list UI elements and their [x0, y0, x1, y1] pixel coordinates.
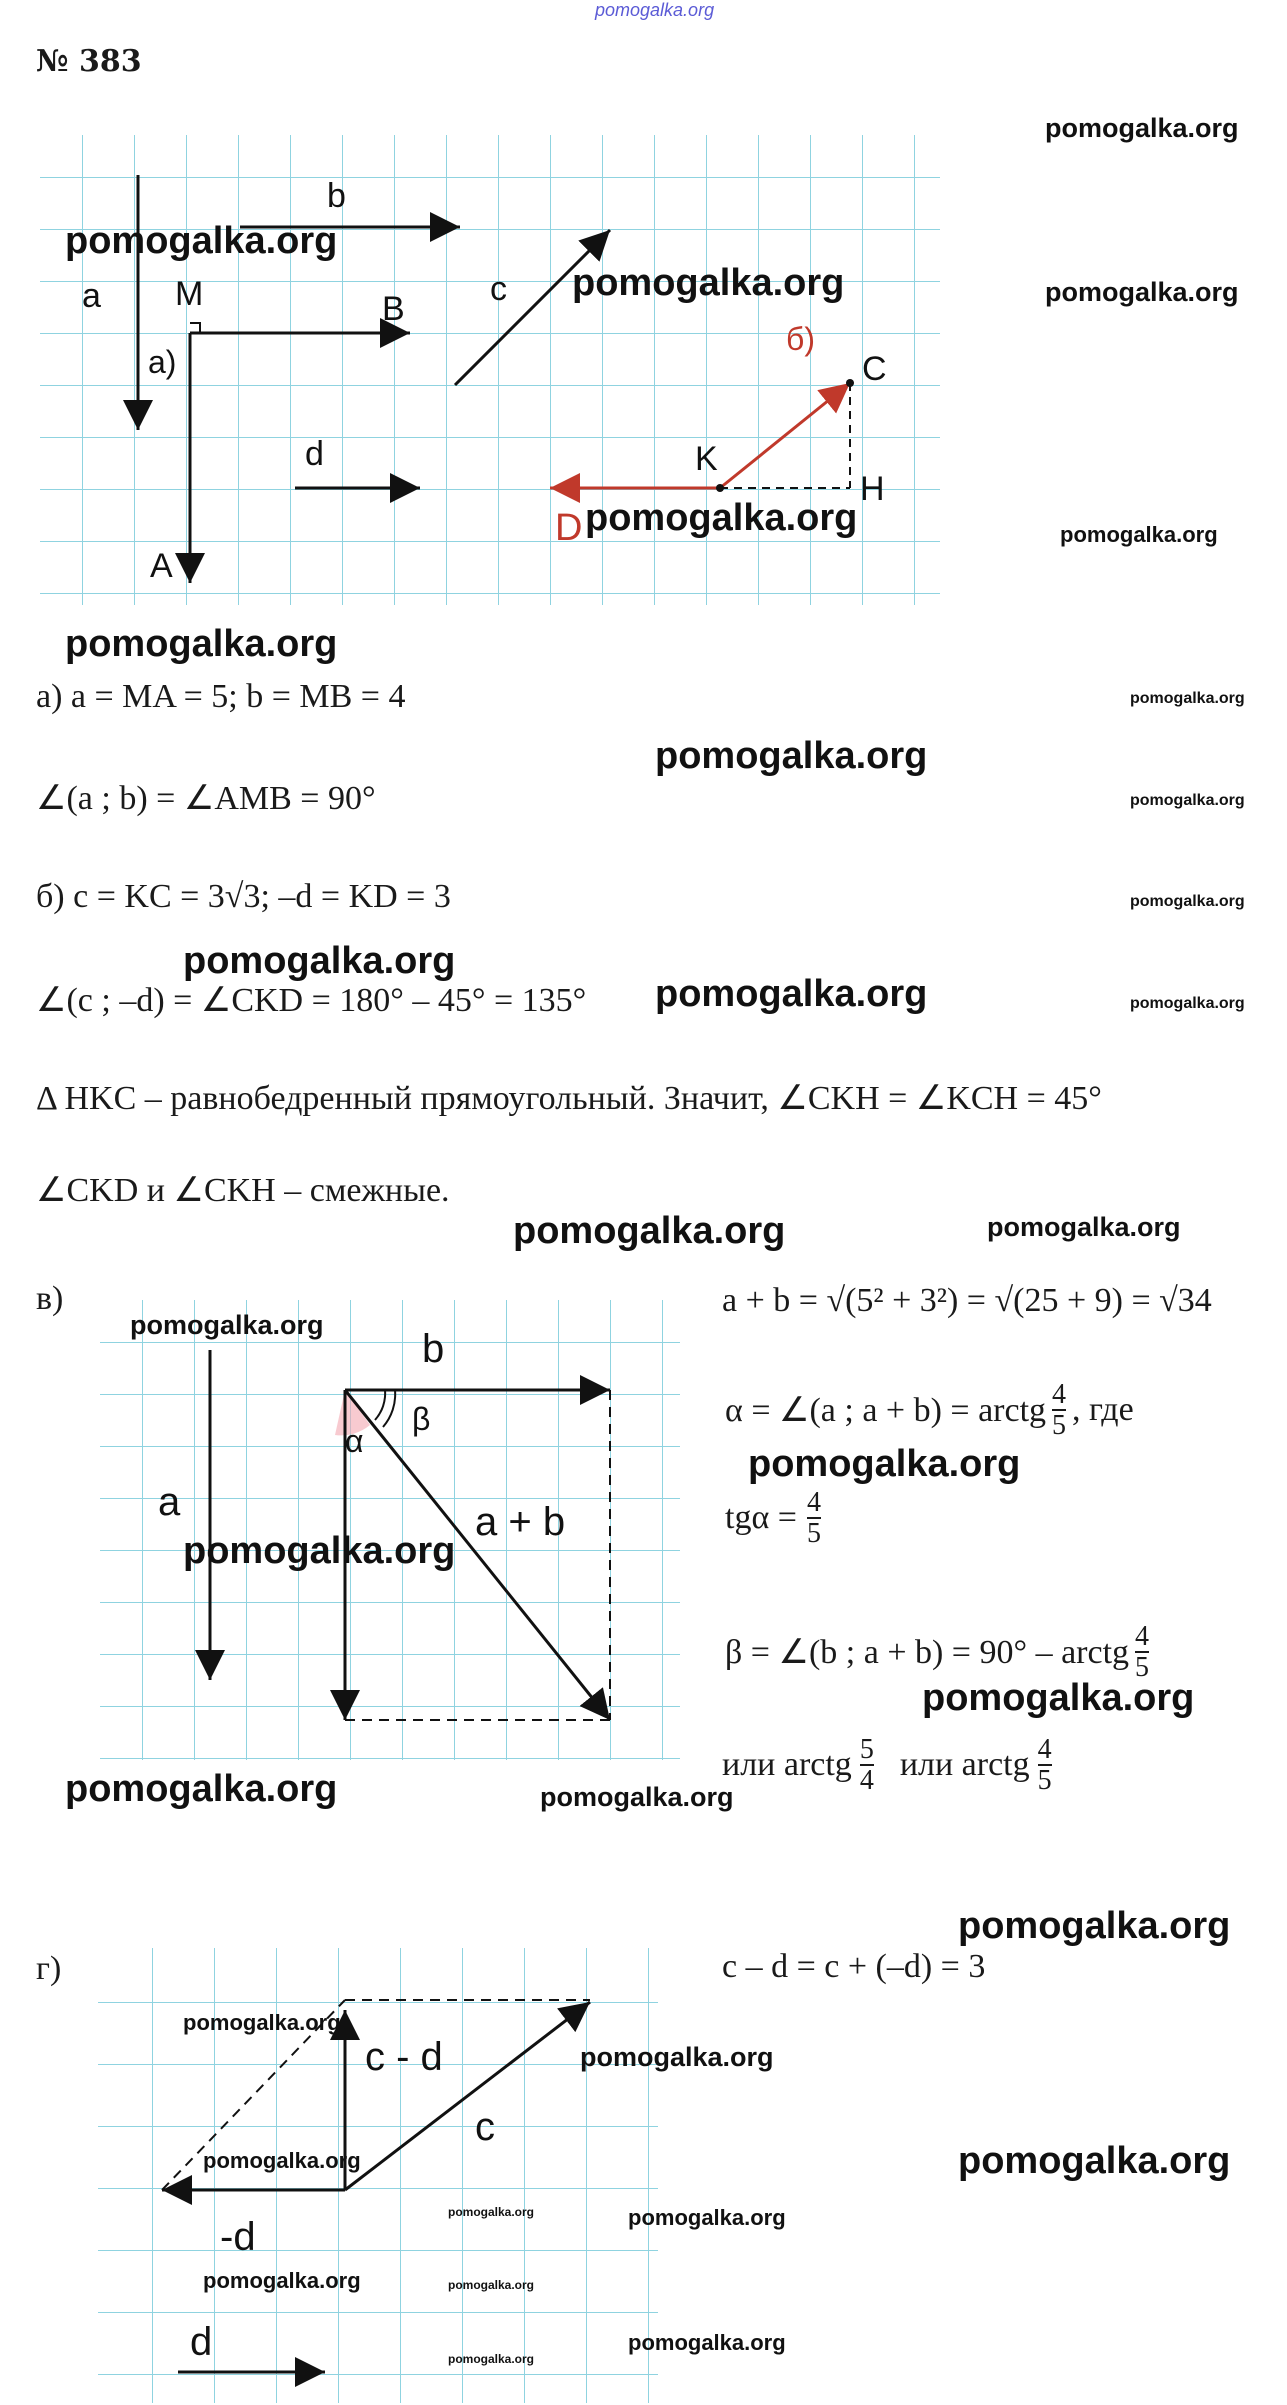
watermark: pomogalka.org	[748, 1443, 1021, 1485]
watermark: pomogalka.org	[130, 1310, 324, 1340]
label-beta: β	[412, 1401, 431, 1437]
label-sum: a + b	[475, 1500, 566, 1544]
top-watermark: pomogalka.org	[595, 0, 715, 20]
eq2-pre: α = ∠(a ; a + b) = arctg	[725, 1392, 1047, 1430]
watermark: pomogalka.org	[183, 1530, 456, 1572]
label-alpha: α	[345, 1423, 364, 1459]
problem-number: № 383	[36, 44, 142, 79]
point-k	[716, 484, 724, 492]
eq3-fraction	[807, 1488, 821, 1549]
label-d: d	[305, 435, 324, 473]
eq2-fraction	[1052, 1380, 1066, 1441]
eq3-den: 5	[806, 1518, 821, 1550]
label-minus-d: -d	[220, 2215, 256, 2259]
watermark: pomogalka.org	[183, 2010, 341, 2035]
eq5-num2: 4	[1037, 1734, 1052, 1765]
eq5-num1: 5	[859, 1734, 874, 1765]
label-m: M	[175, 275, 204, 313]
label-a-point: A	[150, 547, 173, 585]
label-a: a	[82, 277, 101, 315]
figure-vectors-ab	[30, 125, 950, 625]
watermark: pomogalka.org	[922, 1677, 1195, 1719]
watermark: pomogalka.org	[655, 735, 928, 777]
watermark: pomogalka.org	[65, 220, 338, 262]
label-b: b	[327, 177, 346, 215]
part-v-eq5	[722, 1735, 1052, 1796]
part-v-eq4	[725, 1622, 1149, 1683]
eq3-num: 4	[806, 1487, 821, 1518]
eq2-num: 4	[1052, 1379, 1067, 1410]
label-b: b	[422, 1327, 445, 1371]
watermark: pomogalka.org	[958, 1905, 1231, 1947]
watermark: pomogalka.org	[65, 1768, 338, 1810]
watermark: pomogalka.org	[448, 2205, 535, 2219]
part-v-eq3	[725, 1488, 821, 1549]
label-part-b: б)	[786, 321, 815, 357]
watermark: pomogalka.org	[580, 2042, 774, 2072]
watermark: pomogalka.org	[540, 1782, 734, 1812]
watermark: pomogalka.org	[1045, 277, 1239, 307]
watermark: pomogalka.org	[448, 2278, 535, 2292]
figure-vector-difference	[90, 1940, 670, 2405]
watermark: pomogalka.org	[183, 940, 456, 982]
watermark: pomogalka.org	[513, 1210, 786, 1252]
watermark: pomogalka.org	[572, 262, 845, 304]
watermark: pomogalka.org	[448, 2352, 535, 2366]
label-part-a: а)	[148, 344, 177, 380]
watermark: pomogalka.org	[1130, 690, 1245, 707]
watermark: pomogalka.org	[1045, 113, 1239, 143]
eq4-den: 5	[1135, 1652, 1150, 1684]
eq5-pre: или arctg	[722, 1746, 852, 1784]
eq5-mid: или arctg	[899, 1746, 1030, 1784]
point-c	[846, 379, 854, 387]
eq4-fraction	[1135, 1622, 1149, 1683]
watermark: pomogalka.org	[1060, 522, 1218, 547]
part-g-eq1: c – d = c + (–d) = 3	[722, 1948, 986, 1985]
label-a: a	[158, 1480, 181, 1524]
eq5-fraction1	[860, 1735, 874, 1796]
part-v-eq2	[725, 1380, 1134, 1441]
eq2-post: , где	[1072, 1391, 1134, 1429]
part-a-line1: а) a = MA = 5; b = MB = 4	[36, 678, 406, 715]
watermark: pomogalka.org	[65, 623, 338, 665]
watermark: pomogalka.org	[655, 973, 928, 1015]
eq4-pre: β = ∠(b ; a + b) = 90° – arctg	[725, 1634, 1130, 1672]
label-c: c	[490, 270, 507, 308]
part-v-label: в)	[36, 1280, 64, 1317]
watermark: pomogalka.org	[987, 1212, 1181, 1242]
watermark: pomogalka.org	[1130, 893, 1245, 910]
watermark: pomogalka.org	[628, 2330, 786, 2355]
label-d: d	[190, 2320, 213, 2364]
label-h-point: H	[860, 470, 885, 508]
eq5-fraction2	[1038, 1735, 1052, 1796]
eq5-den2: 5	[1037, 1765, 1052, 1797]
watermark: pomogalka.org	[1130, 995, 1245, 1012]
watermark: pomogalka.org	[203, 2268, 361, 2293]
eq5-den1: 4	[859, 1765, 874, 1797]
eq2-den: 5	[1052, 1410, 1067, 1442]
part-b-line2: ∠(c ; –d) = ∠CKD = 180° – 45° = 135°	[36, 982, 587, 1019]
label-b-point: B	[382, 290, 405, 328]
label-d-point: D	[555, 507, 583, 549]
part-b-line4: ∠CKD и ∠CKH – смежные.	[36, 1172, 450, 1209]
label-c-point: C	[862, 350, 887, 388]
label-c: c	[475, 2105, 495, 2149]
eq4-num: 4	[1135, 1621, 1150, 1652]
watermark: pomogalka.org	[958, 2140, 1231, 2182]
label-k-point: K	[695, 440, 718, 478]
eq3-pre: tgα =	[725, 1499, 797, 1537]
label-c-minus-d: c - d	[365, 2035, 443, 2079]
watermark: pomogalka.org	[585, 497, 858, 539]
part-b-line3: Δ HKC – равнобедренный прямоугольный. Значит, ∠CKH = ∠KCH = 45°	[36, 1080, 1102, 1117]
part-v-eq1: a + b = √(5² + 3²) = √(25 + 9) = √34	[722, 1282, 1212, 1319]
part-b-line1: б) c = KC = 3√3; –d = KD = 3	[36, 878, 451, 915]
grid	[98, 1948, 658, 2403]
part-g-label: г)	[36, 1950, 62, 1987]
watermark: pomogalka.org	[203, 2148, 361, 2173]
watermark: pomogalka.org	[1130, 792, 1245, 809]
watermark: pomogalka.org	[628, 2205, 786, 2230]
part-a-line2: ∠(a ; b) = ∠AMB = 90°	[36, 780, 376, 817]
